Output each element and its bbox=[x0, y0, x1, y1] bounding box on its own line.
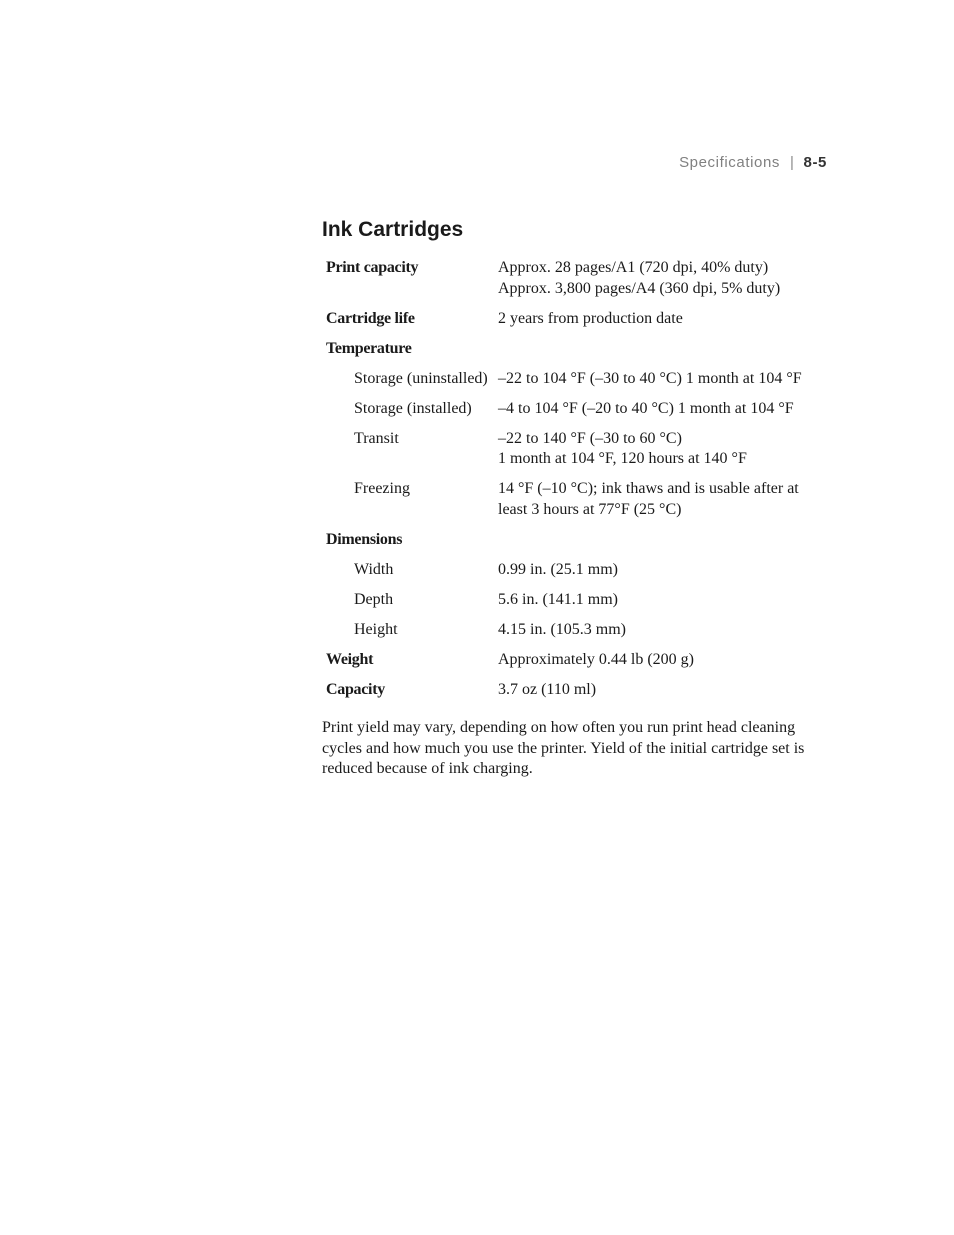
spec-value-line: 1 month at 104 °F, 120 hours at 140 °F bbox=[498, 450, 747, 467]
spec-sublabel: Storage (uninstalled) bbox=[354, 369, 488, 387]
spec-value: 0.99 in. (25.1 mm) bbox=[498, 560, 618, 578]
spec-row-width bbox=[326, 560, 832, 581]
running-header-separator: | bbox=[790, 154, 795, 171]
spec-row-dimensions bbox=[326, 530, 832, 551]
spec-value bbox=[498, 429, 832, 470]
spec-value bbox=[498, 479, 832, 520]
spec-row-height bbox=[326, 620, 832, 641]
spec-row-capacity bbox=[326, 680, 832, 701]
spec-label: Cartridge life bbox=[326, 309, 415, 327]
spec-sublabel: Width bbox=[354, 560, 394, 578]
spec-label: Weight bbox=[326, 650, 374, 668]
running-header bbox=[679, 154, 827, 171]
spec-row-weight bbox=[326, 650, 832, 671]
spec-value: 4.15 in. (105.3 mm) bbox=[498, 620, 626, 638]
spec-sublabel: Freezing bbox=[354, 480, 410, 497]
spec-value-line: –22 to 140 °F (–30 to 60 °C) bbox=[498, 429, 682, 447]
spec-value-line: Approx. 28 pages/A1 (720 dpi, 40% duty) bbox=[498, 259, 769, 276]
spec-sublabel: Storage (installed) bbox=[354, 399, 472, 417]
spec-value: 2 years from production date bbox=[498, 309, 683, 327]
spec-value: –22 to 104 °F (–30 to 40 °C) 1 month at 104 °F bbox=[498, 369, 802, 387]
yield-note bbox=[322, 718, 834, 780]
spec-value: Approximately 0.44 lb (200 g) bbox=[498, 650, 694, 668]
spec-value: 3.7 oz (110 ml) bbox=[498, 680, 597, 698]
note-line: Print yield may vary, depending on how often you run print head cleaning bbox=[322, 719, 796, 736]
note-line: reduced because of ink charging. bbox=[322, 760, 533, 777]
spec-row-freezing bbox=[326, 479, 832, 520]
spec-value-line: least 3 hours at 77°F (25 °C) bbox=[498, 500, 682, 518]
spec-value-line: 14 °F (–10 °C); ink thaws and is usable after at bbox=[498, 480, 799, 497]
page-number: 8-5 bbox=[803, 154, 827, 171]
spec-value bbox=[498, 258, 832, 299]
spec-sublabel: Transit bbox=[354, 429, 399, 447]
spec-value: 5.6 in. (141.1 mm) bbox=[498, 590, 618, 608]
spec-row-print-capacity bbox=[326, 258, 832, 299]
note-line: cycles and how much you use the printer. Yield of the initial cartridge set is bbox=[322, 739, 805, 757]
spec-sublabel: Depth bbox=[354, 590, 394, 608]
spec-label: Print capacity bbox=[326, 259, 419, 276]
spec-label: Temperature bbox=[326, 339, 412, 357]
spec-sublabel: Height bbox=[354, 620, 398, 638]
spec-row-storage-uninstalled bbox=[326, 369, 832, 390]
spec-row-cartridge-life bbox=[326, 309, 832, 330]
spec-row-temperature bbox=[326, 339, 832, 360]
section-title: Ink Cartridges bbox=[322, 218, 464, 241]
spec-label: Capacity bbox=[326, 680, 385, 698]
spec-row-transit bbox=[326, 429, 832, 470]
spec-label: Dimensions bbox=[326, 530, 403, 548]
spec-value-line: Approx. 3,800 pages/A4 (360 dpi, 5% duty) bbox=[498, 279, 781, 297]
spec-value: –4 to 104 °F (–20 to 40 °C) 1 month at 104 °F bbox=[498, 399, 794, 417]
spec-table bbox=[326, 258, 832, 710]
spec-row-depth bbox=[326, 590, 832, 611]
spec-row-storage-installed bbox=[326, 399, 832, 420]
running-header-section: Specifications bbox=[679, 154, 781, 171]
